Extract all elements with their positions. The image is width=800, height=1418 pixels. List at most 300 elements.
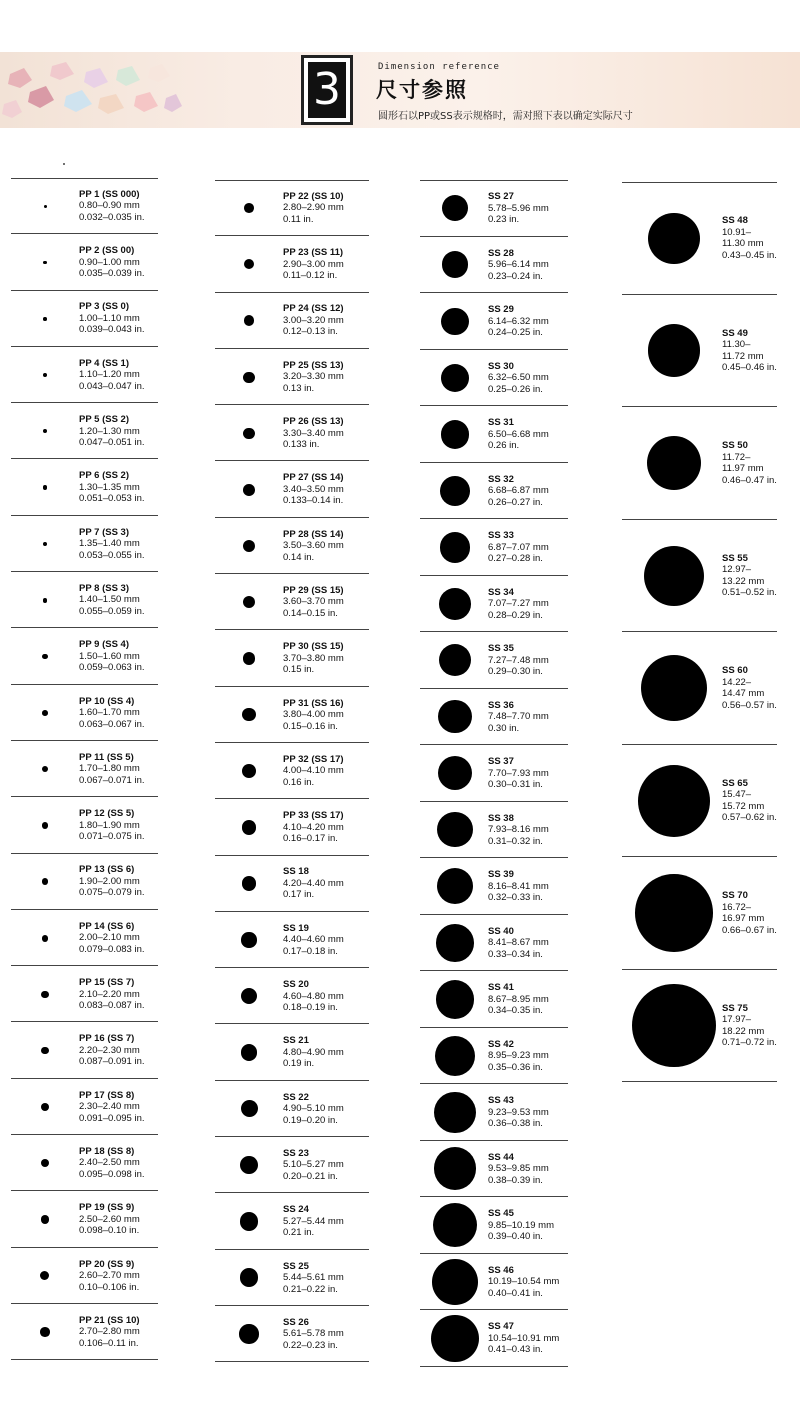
size-text xyxy=(488,304,549,339)
size-row xyxy=(11,797,158,853)
size-mm: 8.16–8.41 mm xyxy=(488,880,549,892)
size-label: PP 11 (SS 5) xyxy=(79,751,134,763)
size-mm: 0.80–0.90 mm xyxy=(79,200,140,212)
size-text xyxy=(79,189,145,224)
size-row xyxy=(420,406,568,463)
size-text xyxy=(488,643,549,678)
size-mm: 2.00–2.10 mm xyxy=(79,932,140,944)
size-dot xyxy=(438,700,471,733)
size-text xyxy=(488,926,549,961)
size-mm: 1.10–1.20 mm xyxy=(79,369,140,381)
size-dot xyxy=(42,878,49,885)
size-inch: 0.57–0.62 in. xyxy=(722,812,777,824)
size-label: PP 24 (SS 12) xyxy=(283,303,344,315)
size-dot xyxy=(40,1327,49,1336)
size-label: PP 33 (SS 17) xyxy=(283,810,344,822)
size-inch: 0.15 in. xyxy=(283,664,315,676)
size-dot xyxy=(42,822,48,828)
size-dot xyxy=(42,654,47,659)
size-inch: 0.19 in. xyxy=(283,1058,315,1070)
size-inch: 0.13 in. xyxy=(283,382,315,394)
size-row xyxy=(215,462,369,518)
size-row xyxy=(420,180,568,237)
size-mm: 4.60–4.80 mm xyxy=(283,990,344,1002)
size-mm: 11.72– 11.97 mm xyxy=(722,451,764,475)
size-mm: 7.48–7.70 mm xyxy=(488,711,549,722)
size-inch: 0.36–0.38 in. xyxy=(488,1118,543,1129)
size-text xyxy=(79,752,145,787)
size-dot xyxy=(435,1036,475,1076)
size-mm: 1.80–1.90 mm xyxy=(79,819,140,831)
size-dot xyxy=(441,308,468,335)
size-label: PP 30 (SS 15) xyxy=(283,641,344,653)
size-row xyxy=(215,518,369,574)
size-column-2 xyxy=(215,180,369,1364)
size-dot xyxy=(240,1268,259,1287)
size-text xyxy=(283,1092,344,1127)
size-mm: 1.50–1.60 mm xyxy=(79,650,140,662)
size-dot xyxy=(43,429,47,433)
size-mm: 3.50–3.60 mm xyxy=(283,540,344,552)
size-row xyxy=(420,519,568,576)
size-text xyxy=(283,641,344,676)
size-dot xyxy=(436,980,475,1019)
size-row xyxy=(420,1084,568,1141)
size-inch: 0.079–0.083 in. xyxy=(79,943,145,955)
size-text xyxy=(79,1202,140,1237)
size-row xyxy=(420,293,568,350)
size-dot xyxy=(436,924,474,962)
section-number-box xyxy=(301,55,353,125)
size-inch: 0.055–0.059 in. xyxy=(79,605,145,617)
size-text xyxy=(283,1204,344,1239)
size-inch: 0.16 in. xyxy=(283,776,315,788)
size-dot xyxy=(441,364,469,392)
size-dot xyxy=(240,1212,258,1230)
divider-line xyxy=(215,1361,369,1362)
size-label: PP 26 (SS 13) xyxy=(283,416,344,428)
size-inch: 0.047–0.051 in. xyxy=(79,437,145,449)
size-row xyxy=(215,1081,369,1137)
size-label: PP 19 (SS 9) xyxy=(79,1202,135,1214)
size-inch: 0.083–0.087 in. xyxy=(79,1000,145,1012)
size-label: SS 31 xyxy=(488,417,514,428)
size-text xyxy=(79,527,145,562)
size-row xyxy=(11,460,158,516)
size-inch: 0.51–0.52 in. xyxy=(722,587,777,599)
size-dot xyxy=(43,485,48,490)
size-inch: 0.091–0.095 in. xyxy=(79,1112,145,1124)
size-dot xyxy=(241,932,256,947)
size-label: PP 15 (SS 7) xyxy=(79,977,135,989)
size-label: PP 1 (SS 000) xyxy=(79,188,140,200)
size-inch: 0.035–0.039 in. xyxy=(79,268,145,280)
size-row xyxy=(420,689,568,746)
size-mm: 3.00–3.20 mm xyxy=(283,314,344,326)
subtitle: Dimension reference xyxy=(378,62,500,72)
size-mm: 5.61–5.78 mm xyxy=(283,1328,344,1340)
size-mm: 4.20–4.40 mm xyxy=(283,877,344,889)
size-dot xyxy=(43,542,48,547)
size-dot xyxy=(240,1156,258,1174)
size-mm: 5.10–5.27 mm xyxy=(283,1159,344,1171)
size-dot xyxy=(43,373,47,377)
size-row xyxy=(11,291,158,347)
divider-line xyxy=(622,1081,777,1082)
size-dot xyxy=(243,652,256,665)
size-inch: 0.11 in. xyxy=(283,213,314,225)
size-label: PP 18 (SS 8) xyxy=(79,1145,135,1157)
size-label: PP 27 (SS 14) xyxy=(283,472,344,484)
size-row xyxy=(622,857,777,970)
size-dot xyxy=(244,203,254,213)
size-inch: 0.21–0.22 in. xyxy=(283,1283,338,1295)
size-label: PP 10 (SS 4) xyxy=(79,695,135,707)
size-label: SS 32 xyxy=(488,473,514,485)
size-inch: 0.043–0.047 in. xyxy=(79,380,145,392)
size-text xyxy=(79,1090,145,1125)
size-mm: 1.30–1.35 mm xyxy=(79,481,140,493)
size-mm: 5.96–6.14 mm xyxy=(488,259,549,270)
size-inch: 0.11–0.12 in. xyxy=(283,270,338,282)
size-row xyxy=(11,854,158,910)
size-dot xyxy=(438,756,472,790)
size-label: SS 26 xyxy=(283,1316,309,1328)
header-banner xyxy=(0,52,800,128)
size-mm: 6.32–6.50 mm xyxy=(488,372,549,383)
size-text xyxy=(488,982,549,1017)
size-dot xyxy=(439,644,471,676)
size-label: PP 28 (SS 14) xyxy=(283,528,344,540)
size-label: PP 3 (SS 0) xyxy=(79,301,129,313)
size-row xyxy=(11,1304,158,1360)
size-inch: 0.30 in. xyxy=(488,722,520,734)
size-mm: 4.40–4.60 mm xyxy=(283,934,344,946)
size-mm: 2.10–2.20 mm xyxy=(79,988,140,1000)
size-label: SS 65 xyxy=(722,777,748,789)
size-mm: 17.97– 18.22 mm xyxy=(722,1014,765,1037)
size-dot xyxy=(41,1047,49,1055)
size-inch: 0.133–0.14 in. xyxy=(283,495,344,507)
size-inch: 0.20–0.21 in. xyxy=(283,1170,338,1182)
size-row xyxy=(420,1141,568,1198)
size-mm: 5.78–5.96 mm xyxy=(488,202,549,214)
size-text xyxy=(79,921,145,956)
size-dot xyxy=(43,317,47,321)
size-inch: 0.14–0.15 in. xyxy=(283,607,338,619)
size-dot xyxy=(43,261,46,264)
size-text xyxy=(488,1152,549,1187)
size-row xyxy=(622,295,777,408)
size-text xyxy=(488,587,549,622)
size-mm: 2.50–2.60 mm xyxy=(79,1213,140,1225)
size-inch: 0.039–0.043 in. xyxy=(79,324,145,336)
size-row xyxy=(215,293,369,349)
size-inch: 0.23 in. xyxy=(488,214,520,225)
size-mm: 2.60–2.70 mm xyxy=(79,1270,140,1282)
size-dot xyxy=(648,324,701,377)
size-label: SS 33 xyxy=(488,530,514,541)
size-dot xyxy=(437,868,473,904)
size-mm: 7.70–7.93 mm xyxy=(488,767,549,779)
size-mm: 7.27–7.48 mm xyxy=(488,654,549,666)
size-inch: 0.12–0.13 in. xyxy=(283,326,338,338)
size-row xyxy=(215,968,369,1024)
size-inch: 0.34–0.35 in. xyxy=(488,1005,543,1016)
size-label: SS 41 xyxy=(488,982,514,993)
size-label: SS 40 xyxy=(488,925,514,937)
size-label: PP 2 (SS 00) xyxy=(79,245,135,257)
size-mm: 9.23–9.53 mm xyxy=(488,1106,549,1118)
size-mm: 8.41–8.67 mm xyxy=(488,937,549,948)
size-inch: 0.28–0.29 in. xyxy=(488,609,543,621)
size-text xyxy=(488,1208,554,1243)
size-row xyxy=(215,799,369,855)
size-text xyxy=(488,869,549,904)
size-column-4 xyxy=(622,182,777,1084)
size-inch: 0.71–0.72 in. xyxy=(722,1037,777,1049)
size-label: SS 21 xyxy=(283,1035,309,1047)
size-inch: 0.25–0.26 in. xyxy=(488,383,543,395)
size-row xyxy=(420,632,568,689)
divider-line xyxy=(420,1366,568,1367)
size-mm: 9.53–9.85 mm xyxy=(488,1163,549,1174)
size-label: PP 12 (SS 5) xyxy=(79,808,135,820)
size-mm: 15.47– 15.72 mm xyxy=(722,789,765,812)
size-text xyxy=(283,529,344,564)
size-row xyxy=(420,971,568,1028)
size-text xyxy=(79,808,145,843)
size-dot xyxy=(641,655,707,721)
size-row xyxy=(420,463,568,520)
size-mm: 1.20–1.30 mm xyxy=(79,425,140,437)
size-text xyxy=(283,1035,344,1070)
size-text xyxy=(488,417,549,452)
size-mm: 2.80–2.90 mm xyxy=(283,202,344,214)
size-inch: 0.46–0.47 in. xyxy=(722,474,777,486)
size-column-1 xyxy=(11,178,158,1362)
size-label: SS 55 xyxy=(722,552,748,564)
size-label: SS 43 xyxy=(488,1095,514,1106)
size-text xyxy=(283,979,344,1014)
size-dot xyxy=(635,874,713,952)
size-label: SS 44 xyxy=(488,1151,514,1163)
size-dot xyxy=(244,315,255,326)
size-dot xyxy=(434,1092,475,1133)
size-label: SS 25 xyxy=(283,1260,309,1272)
size-text xyxy=(283,360,344,395)
size-inch: 0.45–0.46 in. xyxy=(722,362,777,374)
size-label: PP 7 (SS 3) xyxy=(79,526,129,538)
size-dot xyxy=(243,484,255,496)
size-mm: 1.90–2.00 mm xyxy=(79,875,140,887)
size-inch: 0.133 in. xyxy=(283,439,320,451)
size-dot xyxy=(41,1103,49,1111)
size-mm: 1.60–1.70 mm xyxy=(79,707,140,719)
size-label: SS 75 xyxy=(722,1002,748,1014)
size-label: PP 32 (SS 17) xyxy=(283,753,344,765)
size-row xyxy=(622,182,777,295)
size-row xyxy=(215,630,369,686)
size-row xyxy=(11,572,158,628)
size-text xyxy=(722,778,777,824)
size-label: SS 70 xyxy=(722,890,748,902)
size-row xyxy=(11,1135,158,1191)
size-inch: 0.24–0.25 in. xyxy=(488,327,543,338)
size-text xyxy=(79,1315,140,1350)
size-label: SS 46 xyxy=(488,1264,514,1276)
size-row xyxy=(215,236,369,292)
size-dot xyxy=(40,1271,49,1280)
size-inch: 0.075–0.079 in. xyxy=(79,887,145,899)
size-row xyxy=(420,237,568,294)
size-label: PP 22 (SS 10) xyxy=(283,190,344,202)
size-text xyxy=(283,247,344,282)
size-text xyxy=(79,977,145,1012)
size-dot xyxy=(42,766,48,772)
size-inch: 0.032–0.035 in. xyxy=(79,211,145,223)
size-dot xyxy=(243,540,255,552)
size-mm: 2.20–2.30 mm xyxy=(79,1044,140,1056)
size-text xyxy=(283,472,344,507)
size-inch: 0.26–0.27 in. xyxy=(488,496,543,508)
size-inch: 0.31–0.32 in. xyxy=(488,835,543,847)
size-row xyxy=(420,350,568,407)
size-row xyxy=(11,1023,158,1079)
size-row xyxy=(215,349,369,405)
size-row xyxy=(11,178,158,234)
size-mm: 2.90–3.00 mm xyxy=(283,258,344,270)
size-row xyxy=(215,405,369,461)
size-mm: 3.20–3.30 mm xyxy=(283,371,344,383)
size-dot xyxy=(41,991,48,998)
size-inch: 0.32–0.33 in. xyxy=(488,892,543,903)
size-mm: 6.68–6.87 mm xyxy=(488,485,549,496)
size-inch: 0.059–0.063 in. xyxy=(79,662,145,674)
size-row xyxy=(11,347,158,403)
size-mm: 2.30–2.40 mm xyxy=(79,1101,140,1113)
size-text xyxy=(79,1033,145,1068)
size-inch: 0.29–0.30 in. xyxy=(488,666,543,677)
size-text xyxy=(722,440,777,486)
size-inch: 0.051–0.053 in. xyxy=(79,493,145,505)
size-text xyxy=(488,813,549,848)
size-dot xyxy=(442,251,469,278)
size-mm: 4.90–5.10 mm xyxy=(283,1103,344,1115)
size-mm: 7.93–8.16 mm xyxy=(488,824,549,835)
size-text xyxy=(79,583,145,618)
size-dot xyxy=(647,436,702,491)
size-text xyxy=(722,328,777,374)
size-mm: 10.91– 11.30 mm xyxy=(722,226,764,250)
size-text xyxy=(488,1265,559,1300)
size-dot xyxy=(648,213,699,264)
section-number: 3 xyxy=(308,62,346,118)
size-dot xyxy=(243,372,254,383)
size-row xyxy=(11,234,158,290)
divider-line xyxy=(11,1359,158,1360)
size-text xyxy=(722,665,777,711)
size-row xyxy=(420,1310,568,1367)
size-mm: 3.40–3.50 mm xyxy=(283,483,344,495)
size-text xyxy=(488,1095,549,1130)
size-column-3 xyxy=(420,180,568,1369)
size-mm: 10.54–10.91 mm xyxy=(488,1332,560,1344)
size-inch: 0.14 in. xyxy=(283,551,315,563)
size-text xyxy=(283,923,344,958)
size-inch: 0.30–0.31 in. xyxy=(488,779,543,790)
size-row xyxy=(622,970,777,1083)
size-dot xyxy=(241,988,257,1004)
size-dot xyxy=(42,710,48,716)
size-text xyxy=(488,700,549,735)
size-mm: 4.10–4.20 mm xyxy=(283,821,344,833)
size-row xyxy=(11,628,158,684)
size-mm: 6.14–6.32 mm xyxy=(488,315,549,327)
size-dot xyxy=(41,1215,50,1224)
size-text xyxy=(488,756,549,791)
size-dot xyxy=(42,935,49,942)
size-text xyxy=(488,248,549,283)
size-label: PP 31 (SS 16) xyxy=(283,697,344,709)
size-label: SS 23 xyxy=(283,1147,309,1159)
size-inch: 0.26 in. xyxy=(488,440,520,451)
size-inch: 0.067–0.071 in. xyxy=(79,774,145,786)
size-mm: 3.60–3.70 mm xyxy=(283,596,344,608)
size-dot xyxy=(242,764,256,778)
size-mm: 12.97– 13.22 mm xyxy=(722,564,765,587)
size-label: SS 48 xyxy=(722,215,748,227)
size-dot xyxy=(638,765,710,837)
size-row xyxy=(215,856,369,912)
size-label: SS 18 xyxy=(283,866,309,878)
size-inch: 0.19–0.20 in. xyxy=(283,1114,338,1126)
size-mm: 5.27–5.44 mm xyxy=(283,1215,344,1227)
size-dot xyxy=(43,598,48,603)
size-text xyxy=(79,1146,145,1181)
size-label: PP 4 (SS 1) xyxy=(79,357,129,369)
size-text xyxy=(283,866,344,901)
size-label: PP 29 (SS 15) xyxy=(283,584,344,596)
size-inch: 0.39–0.40 in. xyxy=(488,1231,543,1242)
size-inch: 0.095–0.098 in. xyxy=(79,1168,145,1180)
size-label: PP 23 (SS 11) xyxy=(283,247,344,259)
size-dot xyxy=(442,195,468,221)
size-text xyxy=(488,1321,559,1356)
size-mm: 8.67–8.95 mm xyxy=(488,993,549,1005)
size-label: SS 35 xyxy=(488,643,514,654)
size-dot xyxy=(439,588,471,620)
size-dot xyxy=(242,876,257,891)
size-label: SS 29 xyxy=(488,304,514,315)
size-label: SS 42 xyxy=(488,1038,514,1050)
size-row xyxy=(215,1025,369,1081)
size-text xyxy=(79,696,145,731)
size-text xyxy=(79,245,145,280)
size-label: PP 21 (SS 10) xyxy=(79,1314,140,1326)
size-mm: 5.44–5.61 mm xyxy=(283,1272,344,1284)
size-dot xyxy=(437,812,472,847)
size-row xyxy=(11,685,158,741)
size-row xyxy=(11,910,158,966)
size-label: PP 9 (SS 4) xyxy=(79,639,129,651)
size-row xyxy=(215,1137,369,1193)
size-inch: 0.38–0.39 in. xyxy=(488,1174,543,1186)
size-label: PP 14 (SS 6) xyxy=(79,920,135,932)
page-title: 尺寸参照 xyxy=(376,78,468,102)
size-mm: 16.72– 16.97 mm xyxy=(722,901,765,925)
size-label: PP 8 (SS 3) xyxy=(79,582,129,594)
